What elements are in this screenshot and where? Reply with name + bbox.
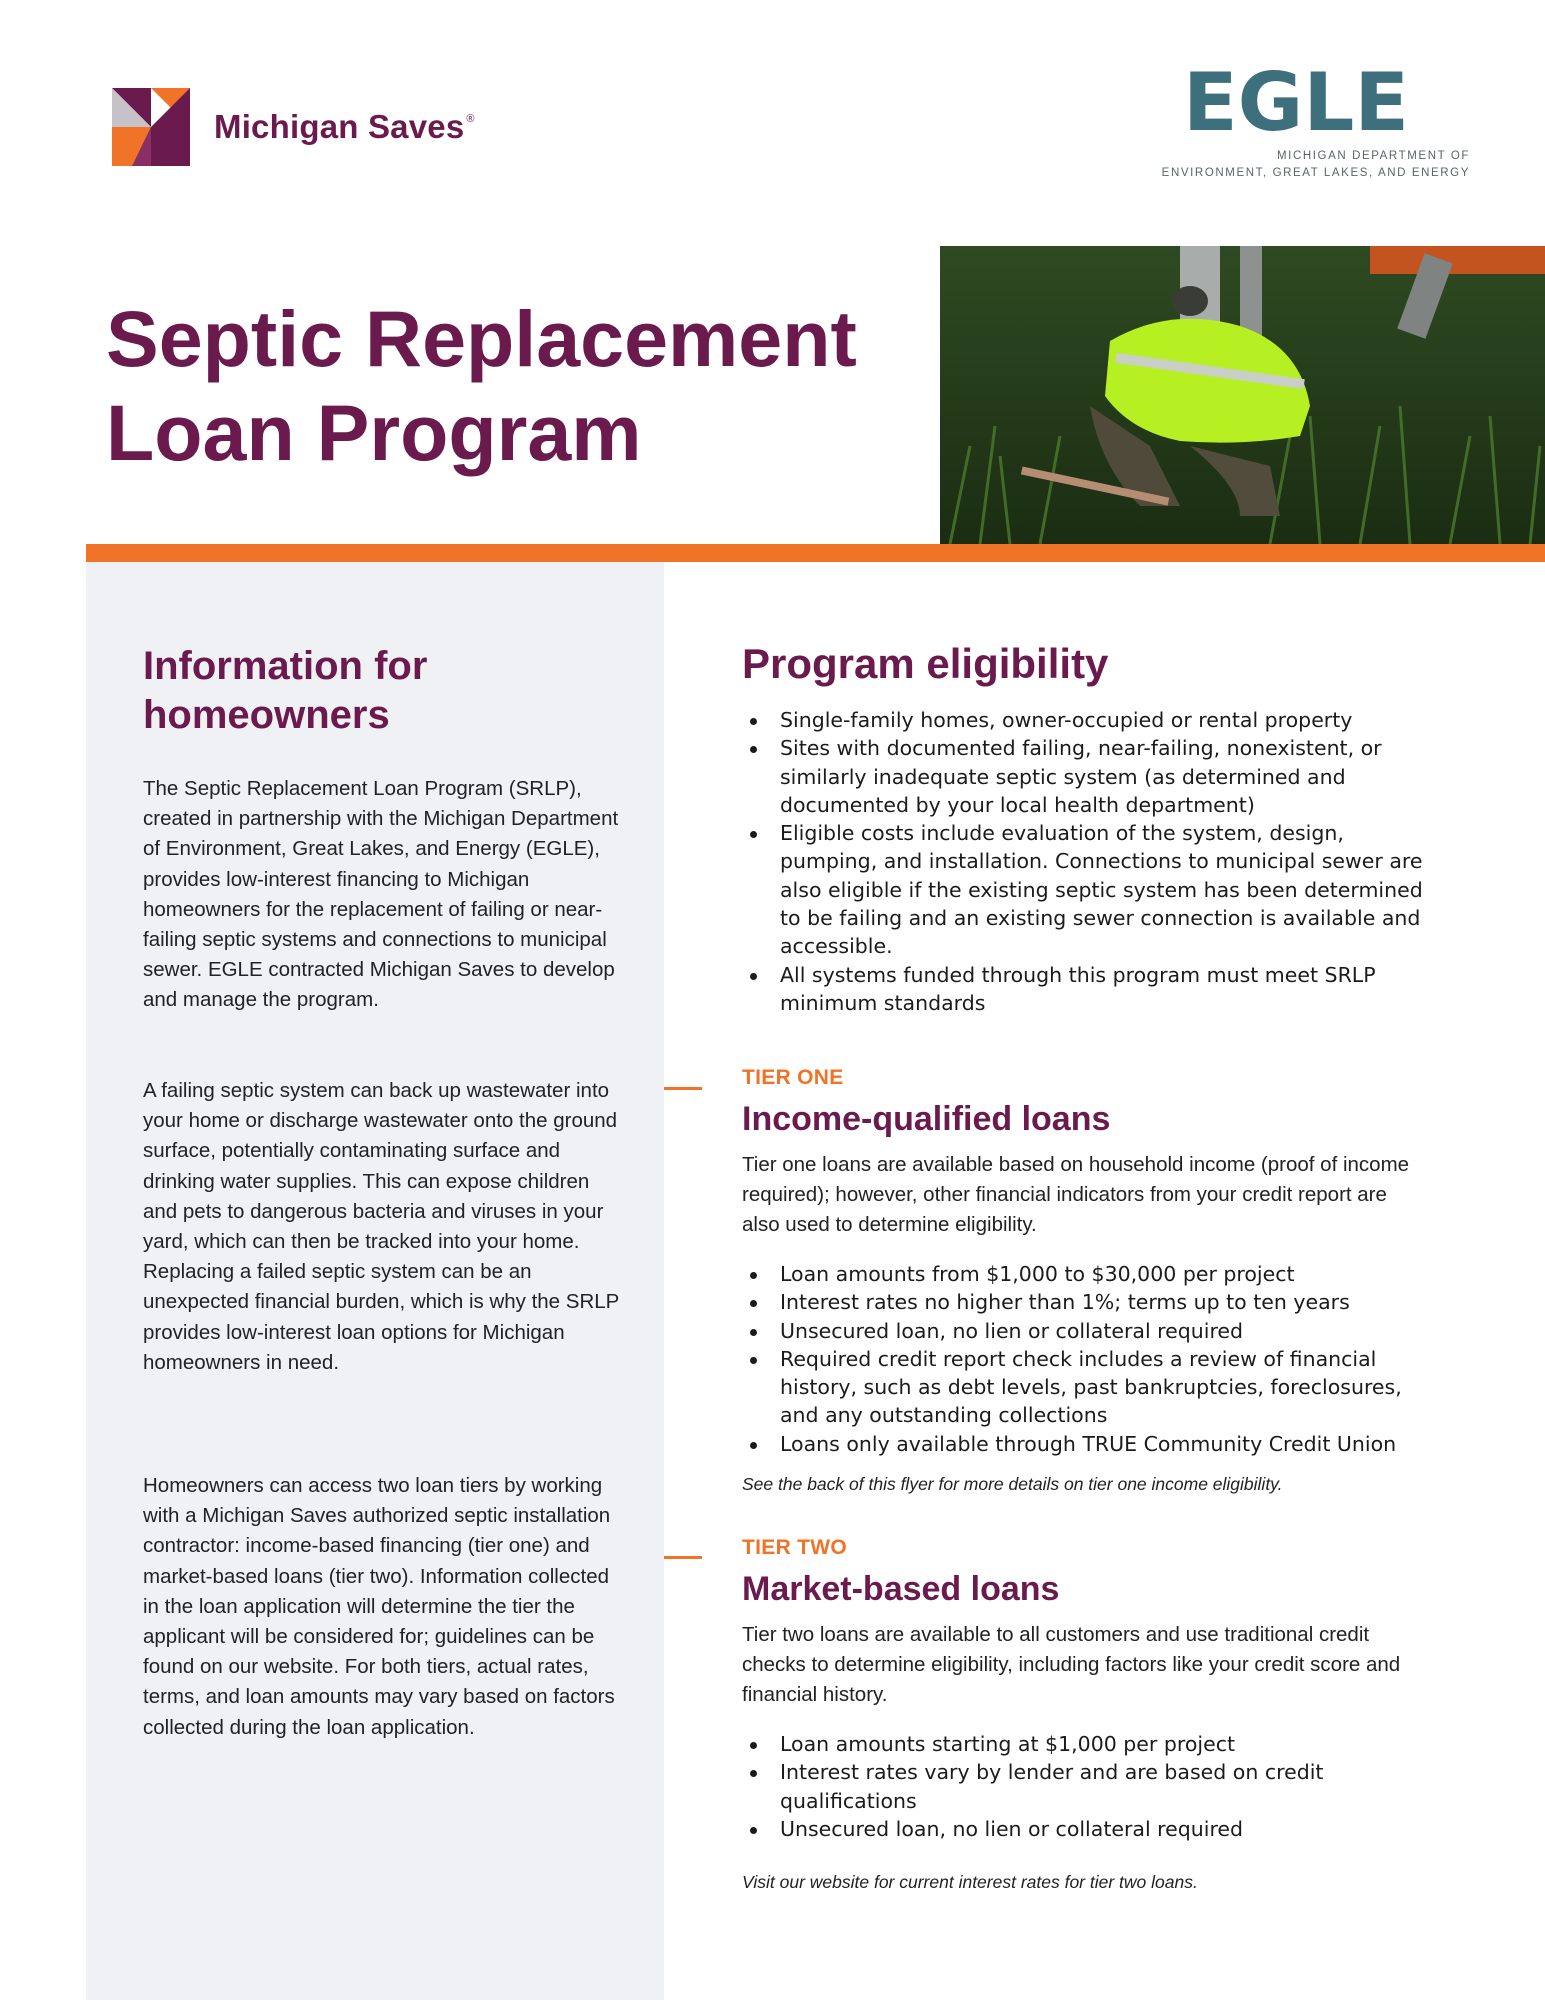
tier-one-label: TIER ONE <box>742 1066 844 1089</box>
list-item: Sites with documented failing, near-failing, nonexistent, or similarly inadequate septic system (as determined and documented by your local health department) <box>742 734 1442 819</box>
eligibility-heading: Program eligibility <box>742 640 1109 687</box>
michigan-saves-wordmark: Michigan Saves ® <box>214 108 475 145</box>
list-item: Eligible costs include evaluation of the system, design, pumping, and installation. Connections to municipal sewer are also eligible if the existing septic system has been determined to be failing and an existing sewer connection is available and accessible. <box>742 819 1442 960</box>
list-item: Unsecured loan, no lien or collateral required <box>742 1815 1442 1843</box>
loan-tiers-paragraph: Homeowners can access two loan tiers by working with a Michigan Saves authorized septic installation contractor: income-based financing (tier one) and market-based loans (tier two). Information collected in the loan application will determine the tier the applicant will be considered for; guidelines can be found on our website. For both tiers, actual rates, terms, and loan amounts may vary based on factors collected during the loan application. <box>143 1474 615 1739</box>
list-item: Interest rates vary by lender and are based on credit qualifications <box>742 1758 1442 1815</box>
failing-septic-paragraph: A failing septic system can back up wastewater into your home or discharge wastewater onto the ground surface, potentially contaminating surface and drinking water supplies. This can expose children and pets to dangerous bacteria and viruses in your yard, which can then be tracked into your home. Replacing a failed septic system can be an unexpected financial burden, which is why the SRLP provides low-interest loan options for Michigan homeowners in need. <box>143 1079 619 1374</box>
page-title <box>106 292 906 480</box>
tier-two-note: Visit our website for current interest rates for tier two loans. <box>742 1872 1198 1892</box>
tier-one-heading: Income-qualified loans <box>742 1100 1111 1138</box>
list-item: Loan amounts from $1,000 to $30,000 per project <box>742 1260 1442 1288</box>
egle-logo-lettering: EGLE <box>1183 68 1409 136</box>
list-item: All systems funded through this program must meet SRLP minimum standards <box>742 961 1442 1018</box>
list-item: Unsecured loan, no lien or collateral required <box>742 1317 1442 1345</box>
intro-paragraph: The Septic Replacement Loan Program (SRLP), created in partnership with the Michigan Department of Environment, Great Lakes, and Energy (EGLE), provides low-interest financing to Michigan homeowners for the replacement of failing or near-failing septic systems and connections to municipal sewer. EGLE contracted Michigan Saves to develop and manage the program. <box>143 777 619 1012</box>
eligibility-list <box>742 706 1442 1017</box>
list-item: Single-family homes, owner-occupied or rental property <box>742 706 1442 734</box>
page-title-line1: Septic Replacement <box>106 294 857 383</box>
homeowners-heading-line1: Information for <box>143 644 428 688</box>
tier-two-heading: Market-based loans <box>742 1570 1060 1608</box>
hero-photo-worker-image <box>940 246 1545 544</box>
tier-one-intro: Tier one loans are available based on household income (proof of income required); however, other financial indicators from your credit report are also used to determine eligibility. <box>742 1153 1410 1237</box>
egle-subtitle <box>1120 148 1470 182</box>
list-item: Required credit report check includes a review of financial history, such as debt levels, past bankruptcies, foreclosures, and any outstanding collections <box>742 1345 1442 1430</box>
homeowners-heading <box>143 642 643 740</box>
tier-two-list <box>742 1730 1442 1843</box>
egle-logo-icon <box>1180 68 1412 136</box>
list-item: Loans only available through TRUE Community Credit Union <box>742 1430 1442 1458</box>
homeowners-heading-line2: homeowners <box>143 693 390 737</box>
michigan-saves-logo-icon <box>112 88 190 166</box>
list-item: Loan amounts starting at $1,000 per project <box>742 1730 1442 1758</box>
egle-subtitle-line2: ENVIRONMENT, GREAT LAKES, AND ENERGY <box>1161 167 1470 179</box>
tier-two-dash <box>664 1556 702 1559</box>
accent-divider-bar <box>86 544 1545 562</box>
tier-one-list <box>742 1260 1442 1458</box>
tier-two-intro: Tier two loans are available to all customers and use traditional credit checks to determine eligibility, including factors like your credit score and financial history. <box>742 1623 1401 1707</box>
list-item: Interest rates no higher than 1%; terms up to ten years <box>742 1288 1442 1316</box>
tier-one-note: See the back of this flyer for more details on tier one income eligibility. <box>742 1474 1283 1494</box>
tier-one-dash <box>664 1087 702 1090</box>
egle-subtitle-line1: MICHIGAN DEPARTMENT OF <box>1276 150 1470 162</box>
page-title-line2: Loan Program <box>106 388 642 477</box>
tier-two-label: TIER TWO <box>742 1536 848 1559</box>
